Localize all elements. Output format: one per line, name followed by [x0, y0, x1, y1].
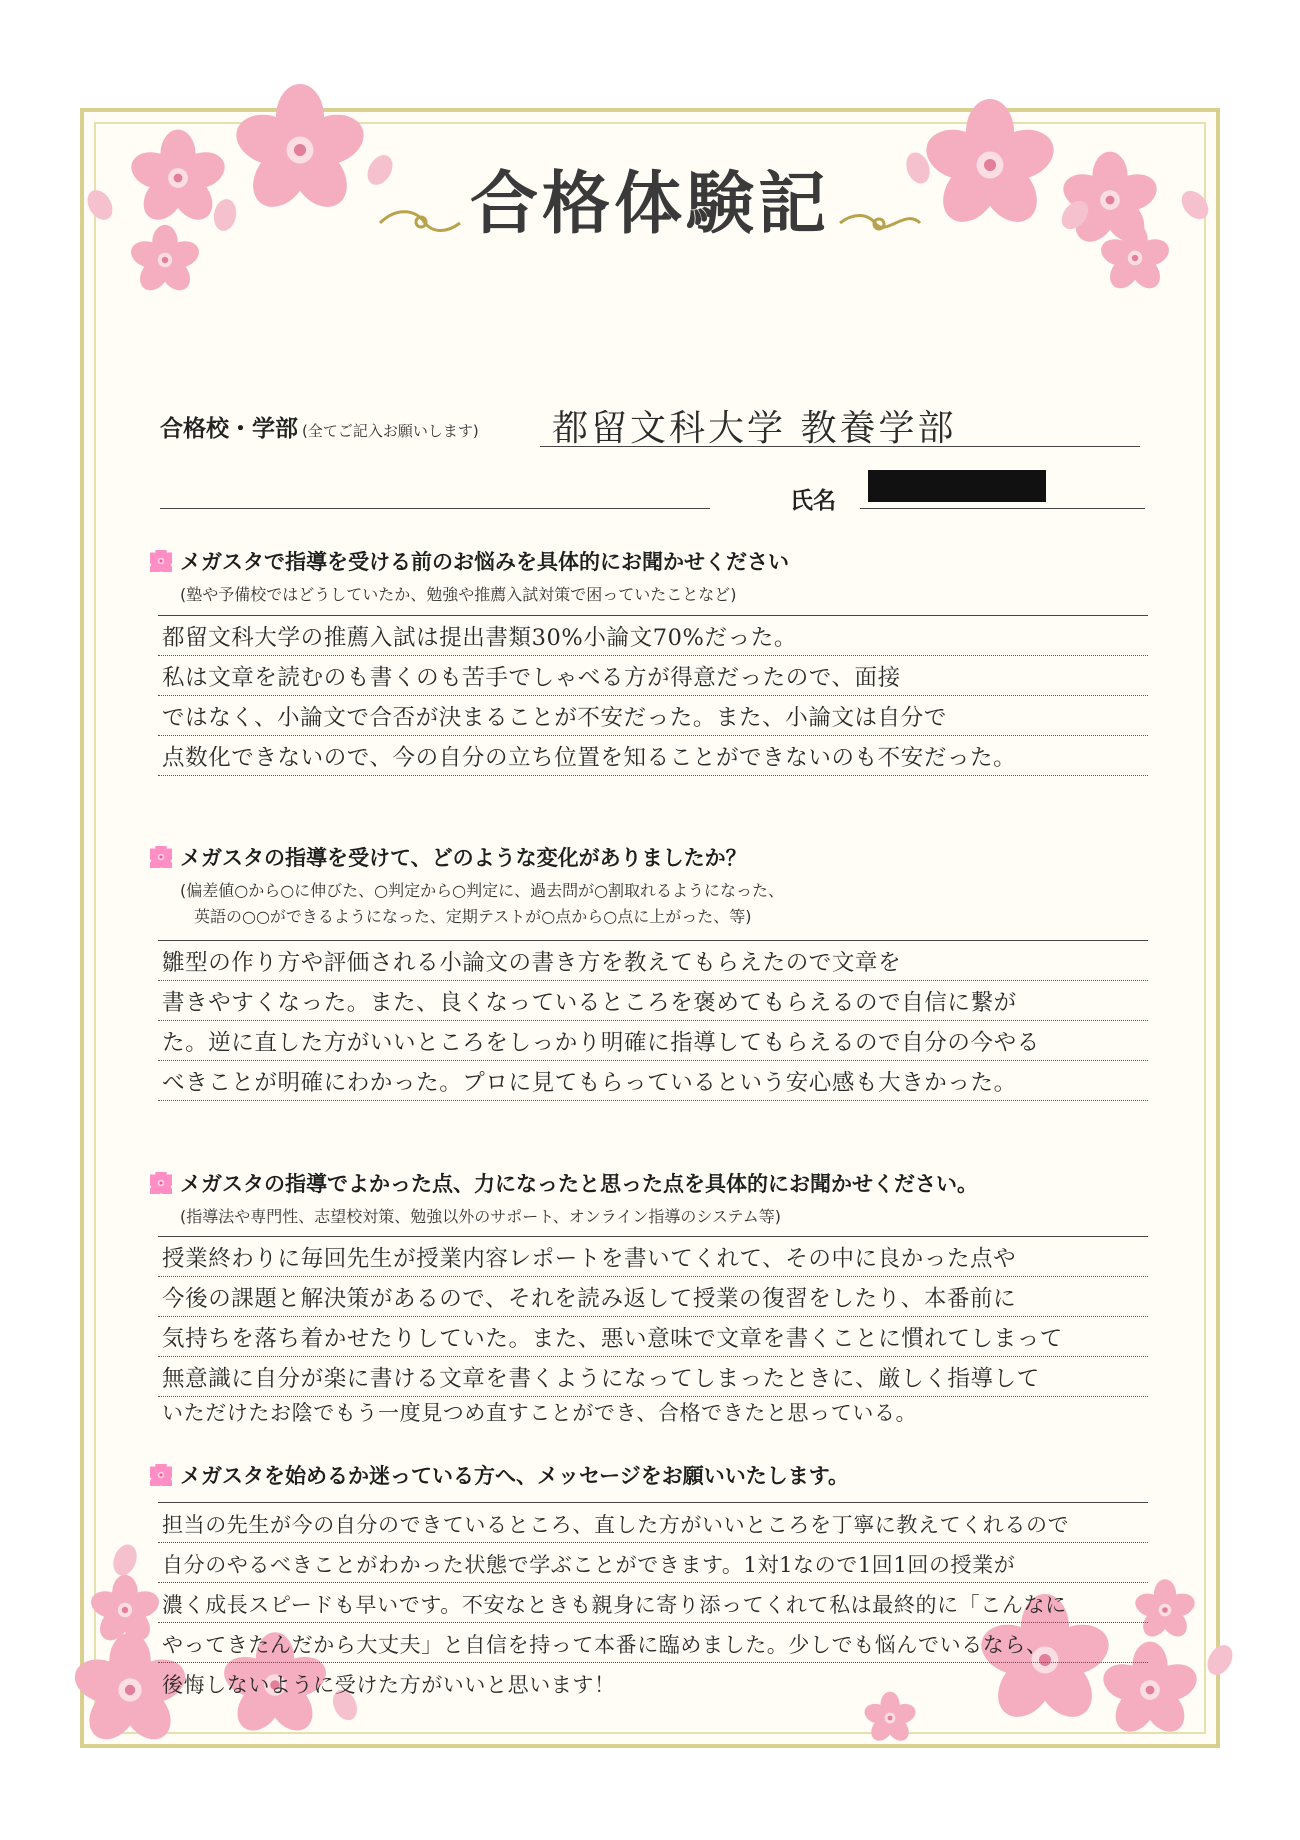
answer-line [158, 1237, 1148, 1277]
question-3 [150, 1168, 1160, 1230]
school-note: (全てご記入お願いします) [302, 422, 479, 440]
blossom-bullet-icon [150, 1172, 172, 1194]
right-swirl-ornament [835, 208, 925, 238]
blossom-bullet-icon [150, 550, 172, 572]
answer-line [158, 1623, 1148, 1663]
school-underline [540, 446, 1140, 447]
answer-line [158, 1357, 1148, 1397]
answer-overflow-line [158, 1397, 1148, 1429]
answer-text: ではなく、小論文で合否が決まることが不安だった。また、小論文は自分で [162, 705, 947, 731]
title-area [0, 150, 1300, 247]
answer-line [158, 1061, 1148, 1101]
school-value: 都留文科大学 教養学部 [552, 408, 957, 449]
name-label: 氏名 [790, 487, 836, 514]
answer-text: やってきたんだから大丈夫」と自信を持って本番に臨めました。少しでも悩んでいるなら、 [162, 1633, 1048, 1657]
answer-line [158, 1583, 1148, 1623]
question-3-title: メガスタの指導でよかった点、力になったと思った点を具体的にお聞かせください。 [180, 1172, 978, 1196]
answer-2 [158, 940, 1148, 1101]
answer-text: 無意識に自分が楽に書ける文章を書くようになってしまったときに、厳しく指導して [162, 1366, 1040, 1392]
question-1-title: メガスタで指導を受ける前のお悩みを具体的にお聞かせください [180, 550, 789, 574]
answer-1 [158, 615, 1148, 776]
name-field [790, 482, 836, 515]
answer-text: 今後の課題と解決策があるので、それを読み返して授業の復習をしたり、本番前に [162, 1286, 1017, 1312]
answer-line [158, 736, 1148, 776]
page-title: 合格体験記 [469, 164, 830, 244]
question-2 [150, 842, 1160, 931]
answer-text: 点数化できないので、今の自分の立ち位置を知ることができないのも不安だった。 [162, 745, 1017, 771]
answer-text: 自分のやるべきことがわかった状態で学ぶことができます。1対1なので1回1回の授業が [162, 1553, 1016, 1577]
question-4 [150, 1460, 1160, 1490]
question-3-hint: (指導法や専門性、志望校対策、勉強以外のサポート、オンライン指導のシステム等) [180, 1207, 781, 1226]
answer-text: 私は文章を読むのも書くのも苦手でしゃべる方が得意だったので、面接 [162, 665, 901, 691]
left-swirl-ornament [375, 208, 465, 238]
question-2-title: メガスタの指導を受けて、どのような変化がありましたか？ [180, 846, 747, 870]
answer-text: 書きやすくなった。また、良くなっているところを褒めてもらえるので自信に繋が [162, 990, 1017, 1016]
answer-line [158, 941, 1148, 981]
answer-line [158, 656, 1148, 696]
school-label: 合格校・学部 [160, 415, 298, 442]
answer-line [158, 981, 1148, 1021]
answer-text: 担当の先生が今の自分のできているところ、直した方がいいところを丁寧に教えてくれるので [162, 1513, 1070, 1537]
answer-text: いただけたお陰でもう一度見つめ直すことができ、合格できたと思っている。 [162, 1401, 918, 1425]
question-2-hint-line: 英語の○○ができるようになった、定期テストが○点から○点に上がった、等) [194, 907, 752, 927]
answer-line [158, 1543, 1148, 1583]
school-field [160, 408, 1140, 449]
answer-line [158, 1503, 1148, 1543]
answer-line [158, 696, 1148, 736]
answer-text: 都留文科大学の推薦入試は提出書類30%小論文70%だった。 [162, 625, 797, 651]
answer-3 [158, 1236, 1148, 1429]
answer-text: 雛型の作り方や評価される小論文の書き方を教えてもらえたので文章を [162, 950, 902, 976]
answer-text: べきことが明確にわかった。プロに見てもらっているという安心感も大きかった。 [162, 1070, 1017, 1096]
question-1-hint: (塾や予備校ではどうしていたか、勉強や推薦入試対策で困っていたことなど) [180, 585, 737, 604]
answer-text: 気持ちを落ち着かせたりしていた。また、悪い意味で文章を書くことに慣れてしまって [162, 1326, 1063, 1352]
answer-4 [158, 1502, 1148, 1702]
blossom-bullet-icon [150, 846, 172, 868]
blank-underline [160, 508, 710, 509]
question-2-hint-line: (偏差値○から○に伸びた、○判定から○判定に、過去問が○割取れるようになった、 [180, 881, 785, 900]
blossom-bullet-icon [150, 1464, 172, 1486]
answer-line [158, 1277, 1148, 1317]
answer-text: 後悔しないように受けた方がいいと思います！ [162, 1673, 616, 1697]
answer-line [158, 1317, 1148, 1357]
answer-text: 授業終わりに毎回先生が授業内容レポートを書いてくれて、その中に良かった点や [162, 1246, 1017, 1272]
question-1 [150, 546, 1160, 608]
answer-line [158, 1021, 1148, 1061]
answer-text: 濃く成長スピードも早いです。不安なときも親身に寄り添ってくれて私は最終的に「こんなに [162, 1593, 1067, 1617]
answer-line [158, 616, 1148, 656]
answer-text: た。逆に直した方がいいところをしっかり明確に指導してもらえるので自分の今やる [162, 1030, 1040, 1056]
name-underline [860, 508, 1145, 509]
redacted-name [868, 470, 1046, 502]
question-4-title: メガスタを始めるか迷っている方へ、メッセージをお願いいたします。 [180, 1464, 850, 1488]
answer-line [158, 1663, 1148, 1702]
